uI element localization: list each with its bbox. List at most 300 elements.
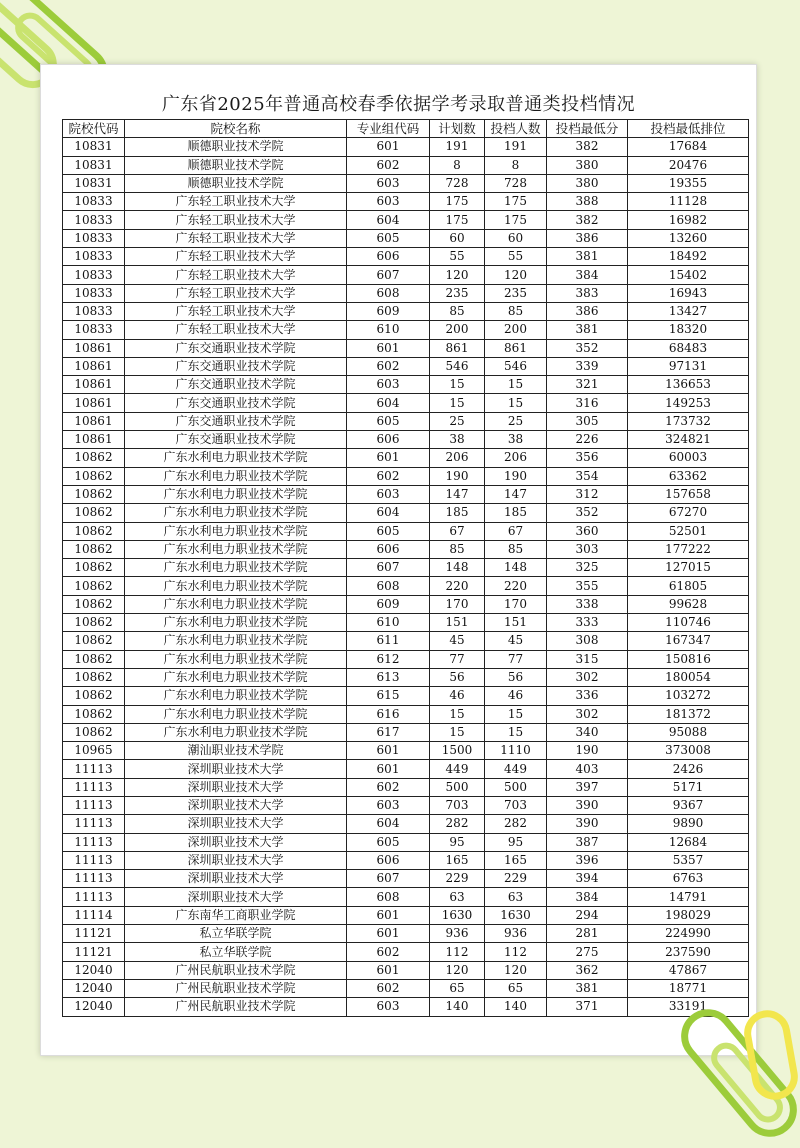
cell-plan-count: 95	[430, 833, 485, 851]
cell-group-code: 603	[347, 376, 430, 394]
cell-min-rank: 47867	[628, 961, 749, 979]
cell-min-score: 321	[547, 376, 628, 394]
cell-min-score: 383	[547, 284, 628, 302]
cell-min-score: 352	[547, 339, 628, 357]
table-header-row	[63, 120, 749, 138]
cell-school-code: 10861	[63, 339, 125, 357]
table-row	[63, 357, 749, 375]
cell-min-score: 371	[547, 998, 628, 1016]
cell-plan-count: 175	[430, 211, 485, 229]
cell-plan-count: 170	[430, 595, 485, 613]
cell-min-score: 362	[547, 961, 628, 979]
cell-min-score: 275	[547, 943, 628, 961]
cell-school-code: 10862	[63, 668, 125, 686]
cell-school-code: 12040	[63, 979, 125, 997]
cell-min-rank: 52501	[628, 522, 749, 540]
cell-plan-count: 25	[430, 412, 485, 430]
cell-admitted-count: 282	[485, 815, 547, 833]
cell-group-code: 606	[347, 851, 430, 869]
cell-min-score: 403	[547, 760, 628, 778]
cell-plan-count: 120	[430, 266, 485, 284]
cell-school-code: 10862	[63, 723, 125, 741]
cell-plan-count: 206	[430, 449, 485, 467]
cell-admitted-count: 235	[485, 284, 547, 302]
cell-school-name: 广州民航职业技术学院	[125, 961, 347, 979]
cell-school-name: 广州民航职业技术学院	[125, 998, 347, 1016]
cell-school-name: 广东水利电力职业技术学院	[125, 723, 347, 741]
cell-admitted-count: 200	[485, 321, 547, 339]
cell-min-rank: 167347	[628, 632, 749, 650]
cell-plan-count: 936	[430, 925, 485, 943]
cell-plan-count: 500	[430, 778, 485, 796]
cell-school-code: 11113	[63, 833, 125, 851]
cell-admitted-count: 449	[485, 760, 547, 778]
table-row	[63, 595, 749, 613]
table-row	[63, 394, 749, 412]
cell-school-name: 深圳职业技术大学	[125, 851, 347, 869]
cell-min-score: 356	[547, 449, 628, 467]
cell-school-code: 11113	[63, 870, 125, 888]
cell-min-score: 302	[547, 705, 628, 723]
cell-min-rank: 99628	[628, 595, 749, 613]
cell-group-code: 601	[347, 339, 430, 357]
cell-plan-count: 8	[430, 156, 485, 174]
cell-school-name: 广东水利电力职业技术学院	[125, 577, 347, 595]
cell-school-name: 广东轻工职业技术大学	[125, 229, 347, 247]
cell-school-code: 10862	[63, 485, 125, 503]
cell-min-score: 352	[547, 504, 628, 522]
cell-school-name: 广州民航职业技术学院	[125, 979, 347, 997]
cell-school-name: 广东交通职业技术学院	[125, 357, 347, 375]
cell-group-code: 602	[347, 357, 430, 375]
cell-min-rank: 127015	[628, 559, 749, 577]
cell-min-rank: 18492	[628, 248, 749, 266]
table-row	[63, 248, 749, 266]
cell-school-code: 10833	[63, 302, 125, 320]
cell-school-name: 广东南华工商职业学院	[125, 906, 347, 924]
cell-school-code: 12040	[63, 961, 125, 979]
cell-group-code: 601	[347, 760, 430, 778]
cell-min-rank: 14791	[628, 888, 749, 906]
cell-min-score: 303	[547, 540, 628, 558]
table-row	[63, 156, 749, 174]
cell-school-name: 广东交通职业技术学院	[125, 394, 347, 412]
cell-school-name: 广东交通职业技术学院	[125, 431, 347, 449]
cell-plan-count: 449	[430, 760, 485, 778]
cell-min-rank: 33191	[628, 998, 749, 1016]
cell-school-code: 11121	[63, 943, 125, 961]
cell-plan-count: 728	[430, 174, 485, 192]
page-title: 广东省2025年普通高校春季依据学考录取普通类投档情况	[161, 94, 636, 115]
cell-group-code: 604	[347, 394, 430, 412]
table-row	[63, 778, 749, 796]
cell-min-rank: 61805	[628, 577, 749, 595]
cell-min-rank: 180054	[628, 668, 749, 686]
cell-min-rank: 324821	[628, 431, 749, 449]
cell-plan-count: 15	[430, 376, 485, 394]
cell-group-code: 601	[347, 906, 430, 924]
cell-admitted-count: 67	[485, 522, 547, 540]
cell-admitted-count: 1110	[485, 742, 547, 760]
table-row	[63, 687, 749, 705]
cell-school-name: 广东水利电力职业技术学院	[125, 687, 347, 705]
cell-plan-count: 77	[430, 650, 485, 668]
cell-min-score: 338	[547, 595, 628, 613]
cell-plan-count: 703	[430, 796, 485, 814]
cell-school-code: 10833	[63, 211, 125, 229]
cell-min-rank: 103272	[628, 687, 749, 705]
admission-table	[62, 119, 749, 1017]
cell-min-rank: 6763	[628, 870, 749, 888]
table-row	[63, 229, 749, 247]
cell-group-code: 604	[347, 211, 430, 229]
cell-min-score: 381	[547, 321, 628, 339]
table-row	[63, 851, 749, 869]
cell-school-name: 顺德职业技术学院	[125, 174, 347, 192]
header-group-code: 专业组代码	[347, 120, 430, 138]
cell-min-score: 339	[547, 357, 628, 375]
table-row	[63, 522, 749, 540]
cell-min-rank: 12684	[628, 833, 749, 851]
cell-school-code: 10862	[63, 577, 125, 595]
cell-school-code: 10833	[63, 248, 125, 266]
table-row	[63, 412, 749, 430]
cell-admitted-count: 15	[485, 376, 547, 394]
cell-school-code: 10862	[63, 559, 125, 577]
table-row	[63, 339, 749, 357]
cell-group-code: 603	[347, 998, 430, 1016]
cell-admitted-count: 25	[485, 412, 547, 430]
cell-plan-count: 165	[430, 851, 485, 869]
cell-group-code: 612	[347, 650, 430, 668]
cell-min-rank: 224990	[628, 925, 749, 943]
cell-school-code: 10831	[63, 138, 125, 156]
table-row	[63, 485, 749, 503]
cell-admitted-count: 175	[485, 193, 547, 211]
cell-plan-count: 112	[430, 943, 485, 961]
cell-min-rank: 5171	[628, 778, 749, 796]
cell-min-rank: 17684	[628, 138, 749, 156]
cell-school-name: 顺德职业技术学院	[125, 156, 347, 174]
cell-plan-count: 282	[430, 815, 485, 833]
cell-min-rank: 5357	[628, 851, 749, 869]
cell-min-rank: 16982	[628, 211, 749, 229]
cell-min-score: 281	[547, 925, 628, 943]
cell-plan-count: 120	[430, 961, 485, 979]
cell-min-rank: 373008	[628, 742, 749, 760]
cell-group-code: 607	[347, 266, 430, 284]
cell-school-name: 深圳职业技术大学	[125, 833, 347, 851]
cell-school-code: 10833	[63, 266, 125, 284]
cell-school-code: 10861	[63, 412, 125, 430]
cell-plan-count: 229	[430, 870, 485, 888]
cell-school-code: 10862	[63, 687, 125, 705]
cell-min-score: 325	[547, 559, 628, 577]
cell-min-score: 315	[547, 650, 628, 668]
cell-school-code: 10861	[63, 357, 125, 375]
cell-min-rank: 157658	[628, 485, 749, 503]
cell-school-name: 广东水利电力职业技术学院	[125, 485, 347, 503]
cell-school-code: 12040	[63, 998, 125, 1016]
cell-min-rank: 13260	[628, 229, 749, 247]
cell-school-name: 广东水利电力职业技术学院	[125, 467, 347, 485]
cell-group-code: 605	[347, 833, 430, 851]
cell-group-code: 602	[347, 467, 430, 485]
cell-school-name: 广东水利电力职业技术学院	[125, 449, 347, 467]
cell-school-code: 11113	[63, 815, 125, 833]
cell-school-name: 深圳职业技术大学	[125, 815, 347, 833]
cell-min-rank: 97131	[628, 357, 749, 375]
cell-school-code: 10861	[63, 376, 125, 394]
cell-group-code: 606	[347, 248, 430, 266]
cell-min-score: 355	[547, 577, 628, 595]
cell-school-code: 10861	[63, 394, 125, 412]
cell-plan-count: 55	[430, 248, 485, 266]
cell-plan-count: 147	[430, 485, 485, 503]
cell-min-score: 381	[547, 979, 628, 997]
cell-min-rank: 19355	[628, 174, 749, 192]
cell-school-code: 10833	[63, 193, 125, 211]
table-row	[63, 540, 749, 558]
cell-min-score: 333	[547, 614, 628, 632]
cell-min-score: 360	[547, 522, 628, 540]
cell-plan-count: 148	[430, 559, 485, 577]
cell-plan-count: 45	[430, 632, 485, 650]
table-row	[63, 668, 749, 686]
cell-group-code: 603	[347, 174, 430, 192]
cell-admitted-count: 55	[485, 248, 547, 266]
table-row	[63, 888, 749, 906]
cell-min-score: 390	[547, 796, 628, 814]
cell-group-code: 611	[347, 632, 430, 650]
cell-school-name: 广东轻工职业技术大学	[125, 211, 347, 229]
cell-min-score: 308	[547, 632, 628, 650]
table-row	[63, 577, 749, 595]
cell-school-name: 私立华联学院	[125, 943, 347, 961]
cell-group-code: 603	[347, 485, 430, 503]
cell-admitted-count: 500	[485, 778, 547, 796]
cell-admitted-count: 220	[485, 577, 547, 595]
table-row	[63, 870, 749, 888]
cell-min-rank: 63362	[628, 467, 749, 485]
cell-min-rank: 67270	[628, 504, 749, 522]
cell-min-rank: 18771	[628, 979, 749, 997]
cell-min-rank: 181372	[628, 705, 749, 723]
cell-admitted-count: 151	[485, 614, 547, 632]
cell-group-code: 602	[347, 979, 430, 997]
cell-school-name: 广东水利电力职业技术学院	[125, 559, 347, 577]
cell-school-code: 10862	[63, 467, 125, 485]
cell-plan-count: 15	[430, 394, 485, 412]
cell-group-code: 604	[347, 504, 430, 522]
cell-admitted-count: 112	[485, 943, 547, 961]
cell-min-score: 388	[547, 193, 628, 211]
cell-admitted-count: 546	[485, 357, 547, 375]
cell-admitted-count: 165	[485, 851, 547, 869]
cell-min-score: 294	[547, 906, 628, 924]
table-row	[63, 632, 749, 650]
cell-plan-count: 861	[430, 339, 485, 357]
cell-plan-count: 200	[430, 321, 485, 339]
cell-plan-count: 140	[430, 998, 485, 1016]
cell-group-code: 605	[347, 412, 430, 430]
cell-school-code: 11121	[63, 925, 125, 943]
cell-admitted-count: 77	[485, 650, 547, 668]
cell-group-code: 617	[347, 723, 430, 741]
table-row	[63, 833, 749, 851]
table-row	[63, 174, 749, 192]
cell-school-code: 10862	[63, 632, 125, 650]
cell-group-code: 601	[347, 742, 430, 760]
cell-admitted-count: 85	[485, 540, 547, 558]
cell-admitted-count: 46	[485, 687, 547, 705]
cell-group-code: 607	[347, 559, 430, 577]
cell-min-score: 397	[547, 778, 628, 796]
cell-school-name: 广东水利电力职业技术学院	[125, 705, 347, 723]
cell-min-score: 302	[547, 668, 628, 686]
document-page	[40, 64, 757, 1056]
cell-school-name: 深圳职业技术大学	[125, 778, 347, 796]
cell-school-code: 10861	[63, 431, 125, 449]
table-row	[63, 705, 749, 723]
cell-admitted-count: 60	[485, 229, 547, 247]
table-row	[63, 723, 749, 741]
cell-school-name: 广东水利电力职业技术学院	[125, 650, 347, 668]
cell-min-rank: 237590	[628, 943, 749, 961]
cell-min-score: 386	[547, 229, 628, 247]
cell-admitted-count: 8	[485, 156, 547, 174]
cell-plan-count: 1500	[430, 742, 485, 760]
cell-min-score: 394	[547, 870, 628, 888]
cell-admitted-count: 703	[485, 796, 547, 814]
cell-plan-count: 1630	[430, 906, 485, 924]
cell-min-rank: 16943	[628, 284, 749, 302]
cell-admitted-count: 85	[485, 302, 547, 320]
cell-min-rank: 13427	[628, 302, 749, 320]
cell-school-name: 深圳职业技术大学	[125, 796, 347, 814]
cell-min-rank: 18320	[628, 321, 749, 339]
cell-min-score: 387	[547, 833, 628, 851]
cell-school-code: 10833	[63, 284, 125, 302]
cell-school-name: 广东水利电力职业技术学院	[125, 504, 347, 522]
cell-admitted-count: 15	[485, 723, 547, 741]
table-row	[63, 815, 749, 833]
cell-min-score: 380	[547, 156, 628, 174]
cell-min-rank: 11128	[628, 193, 749, 211]
cell-school-name: 私立华联学院	[125, 925, 347, 943]
cell-min-rank: 9890	[628, 815, 749, 833]
cell-min-rank: 68483	[628, 339, 749, 357]
cell-school-name: 广东水利电力职业技术学院	[125, 540, 347, 558]
header-plan-count: 计划数	[430, 120, 485, 138]
cell-admitted-count: 120	[485, 266, 547, 284]
cell-plan-count: 60	[430, 229, 485, 247]
cell-school-name: 潮汕职业技术学院	[125, 742, 347, 760]
table-row	[63, 906, 749, 924]
cell-min-score: 384	[547, 266, 628, 284]
table-row	[63, 302, 749, 320]
cell-plan-count: 546	[430, 357, 485, 375]
cell-group-code: 602	[347, 156, 430, 174]
cell-plan-count: 67	[430, 522, 485, 540]
table-row	[63, 979, 749, 997]
cell-group-code: 609	[347, 302, 430, 320]
cell-plan-count: 190	[430, 467, 485, 485]
cell-plan-count: 63	[430, 888, 485, 906]
table-row	[63, 321, 749, 339]
cell-plan-count: 235	[430, 284, 485, 302]
cell-group-code: 613	[347, 668, 430, 686]
cell-admitted-count: 56	[485, 668, 547, 686]
table-row	[63, 193, 749, 211]
cell-school-name: 广东轻工职业技术大学	[125, 193, 347, 211]
table-row	[63, 614, 749, 632]
table-row	[63, 284, 749, 302]
table-row	[63, 449, 749, 467]
cell-min-rank: 9367	[628, 796, 749, 814]
cell-min-rank: 110746	[628, 614, 749, 632]
cell-min-rank: 136653	[628, 376, 749, 394]
cell-admitted-count: 15	[485, 394, 547, 412]
cell-school-code: 11113	[63, 851, 125, 869]
cell-plan-count: 56	[430, 668, 485, 686]
cell-min-score: 384	[547, 888, 628, 906]
cell-school-name: 广东交通职业技术学院	[125, 339, 347, 357]
cell-min-score: 305	[547, 412, 628, 430]
table-row	[63, 742, 749, 760]
cell-admitted-count: 95	[485, 833, 547, 851]
cell-group-code: 606	[347, 431, 430, 449]
table-row	[63, 431, 749, 449]
cell-school-code: 11113	[63, 796, 125, 814]
cell-admitted-count: 63	[485, 888, 547, 906]
cell-school-name: 深圳职业技术大学	[125, 760, 347, 778]
cell-plan-count: 15	[430, 705, 485, 723]
cell-admitted-count: 936	[485, 925, 547, 943]
cell-plan-count: 151	[430, 614, 485, 632]
cell-school-name: 顺德职业技术学院	[125, 138, 347, 156]
cell-school-code: 10833	[63, 321, 125, 339]
cell-group-code: 601	[347, 925, 430, 943]
cell-min-score: 382	[547, 138, 628, 156]
cell-group-code: 606	[347, 540, 430, 558]
cell-admitted-count: 191	[485, 138, 547, 156]
table-row	[63, 760, 749, 778]
header-school-code: 院校代码	[63, 120, 125, 138]
cell-group-code: 603	[347, 193, 430, 211]
cell-school-code: 10862	[63, 504, 125, 522]
cell-min-rank: 95088	[628, 723, 749, 741]
table-row	[63, 138, 749, 156]
cell-min-score: 316	[547, 394, 628, 412]
table-row	[63, 925, 749, 943]
cell-admitted-count: 861	[485, 339, 547, 357]
cell-school-code: 11113	[63, 778, 125, 796]
cell-group-code: 604	[347, 815, 430, 833]
cell-group-code: 610	[347, 321, 430, 339]
table-row	[63, 998, 749, 1016]
cell-school-code: 11114	[63, 906, 125, 924]
cell-admitted-count: 190	[485, 467, 547, 485]
cell-admitted-count: 206	[485, 449, 547, 467]
cell-school-code: 10833	[63, 229, 125, 247]
cell-group-code: 610	[347, 614, 430, 632]
cell-school-code: 10862	[63, 705, 125, 723]
cell-school-code: 10862	[63, 614, 125, 632]
cell-school-name: 广东水利电力职业技术学院	[125, 595, 347, 613]
cell-school-name: 广东水利电力职业技术学院	[125, 522, 347, 540]
cell-plan-count: 85	[430, 302, 485, 320]
